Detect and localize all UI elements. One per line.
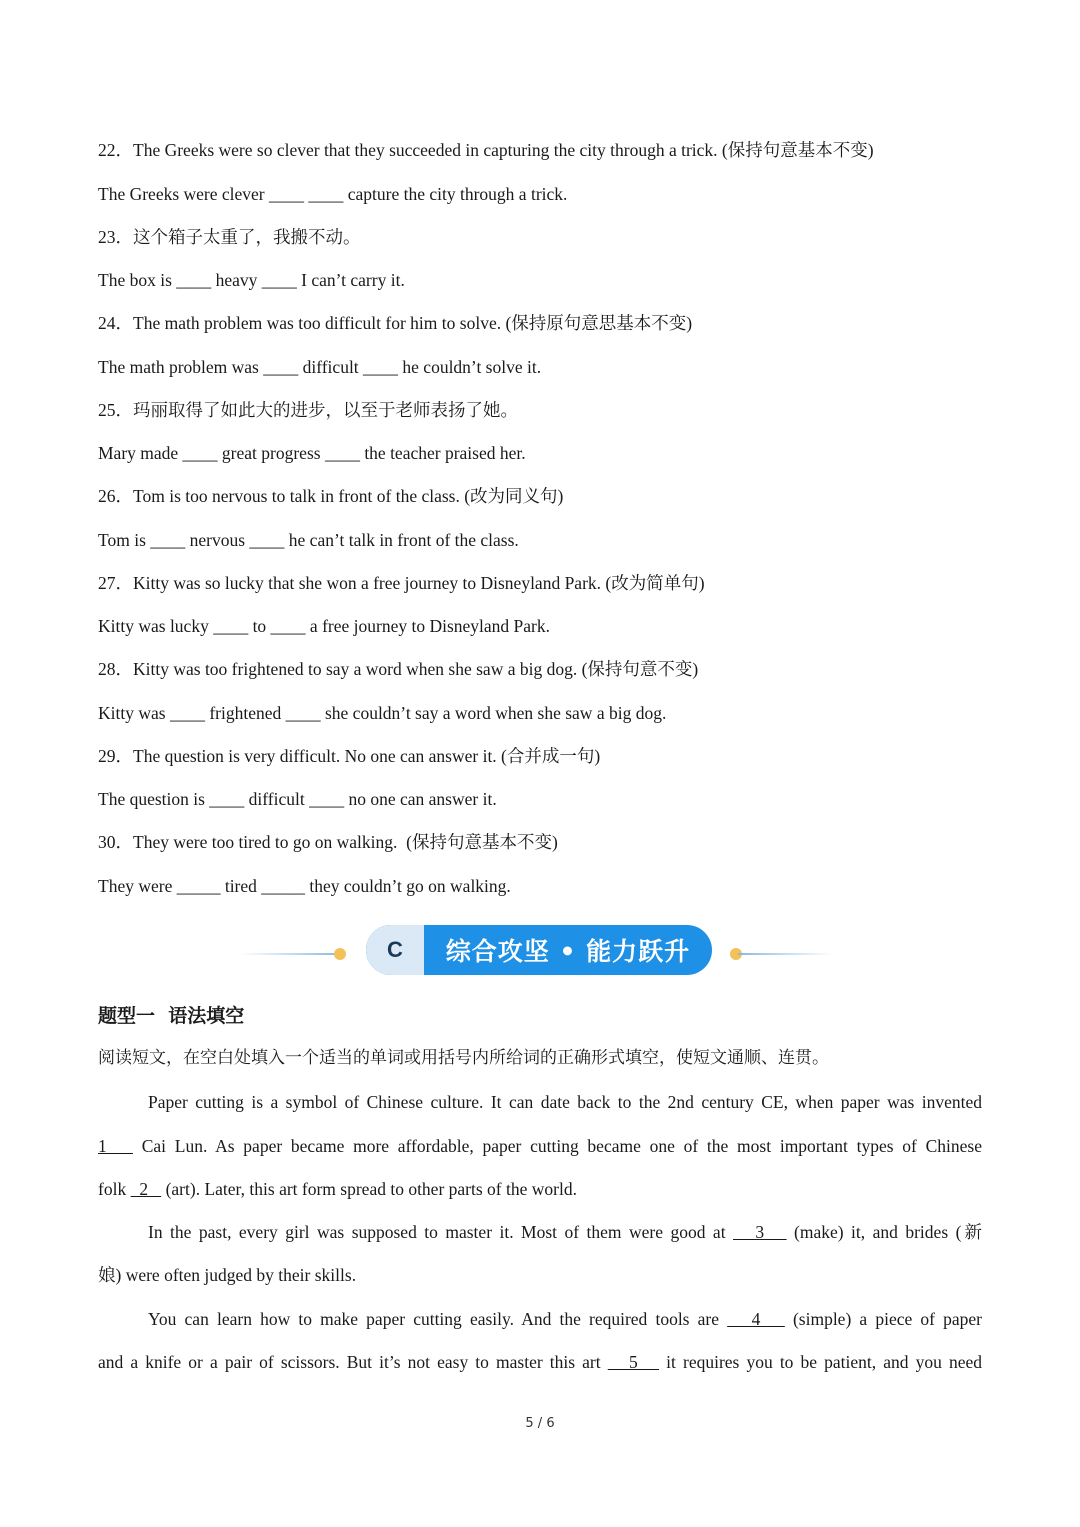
passage-p3-line1: [98, 1307, 982, 1331]
passage-p3-text3: and a knife or a pair of scissors. But it’s not easy to master this art: [98, 1352, 608, 1372]
section-instruction: 阅读短文，在空白处填入一个适当的单词或用括号内所给词的正确形式填空，使短文通顺、连贯。: [98, 1048, 829, 1068]
exercise-22-question: 22．The Greeks were so clever that they succeeded in capturing the city through a trick. (保持句意基本不变): [98, 140, 874, 160]
blank-3[interactable]: 3: [733, 1222, 787, 1242]
passage-p1-line3-text: (art). Later, this art form spread to other parts of the world.: [161, 1179, 577, 1199]
exercise-23-answer: The box is ____ heavy ____ I can’t carry it.: [98, 270, 405, 290]
page-number: 5 / 6: [525, 1416, 555, 1431]
exercise-25-question: 25．玛丽取得了如此大的进步，以至于老师表扬了她。: [98, 400, 518, 420]
exercise-26-question: 26．Tom is too nervous to talk in front of the class. (改为同义句): [98, 486, 564, 506]
blank-4[interactable]: 4: [727, 1309, 785, 1329]
passage-p1-line3: [98, 1177, 982, 1201]
exercise-24-answer: The math problem was ____ difficult ____ he couldn’t solve it.: [98, 357, 542, 377]
exercise-29-question: 29．The question is very difficult. No one can answer it. (合并成一句): [98, 746, 601, 766]
exercise-30-answer: They were _____ tired _____ they couldn’t go on walking.: [98, 876, 511, 896]
exercise-26-answer: Tom is ____ nervous ____ he can’t talk in front of the class.: [98, 530, 519, 550]
passage-p1-line2-text: Cai Lun. As paper became more affordable, paper cutting became one of the most important types of Chinese: [132, 1136, 983, 1156]
passage-p2-line1: [98, 1220, 982, 1244]
blank-1[interactable]: 1: [98, 1136, 133, 1156]
exercise-27-answer: Kitty was lucky ____ to ____ a free journey to Disneyland Park.: [98, 616, 550, 636]
passage-p2-text1: In the past, every girl was supposed to master it. Most of them were good at: [148, 1222, 734, 1242]
exercise-25-answer: Mary made ____ great progress ____ the teacher praised her.: [98, 443, 526, 463]
exercise-29-answer: The question is ____ difficult ____ no one can answer it.: [98, 789, 497, 809]
banner-left-dot: [334, 948, 346, 960]
exercise-28-answer: Kitty was ____ frightened ____ she couldn’t say a word when she saw a big dog.: [98, 703, 667, 723]
exercise-27-question: 27．Kitty was so lucky that she won a free journey to Disneyland Park. (改为简单句): [98, 573, 705, 593]
passage-p1-line2: [98, 1134, 982, 1158]
banner-left-rule: [240, 953, 340, 955]
banner-badge: C: [366, 925, 424, 975]
section-heading: 题型一 语法填空: [98, 1005, 245, 1027]
exercise-24-question: 24．The math problem was too difficult for him to solve. (保持原句意思基本不变): [98, 313, 693, 333]
banner-title: 综合攻坚 • 能力跃升: [445, 937, 691, 966]
passage-p3-text2: (simple) a piece of paper: [784, 1309, 982, 1329]
passage-p1-line3-pre: folk: [98, 1179, 131, 1199]
exercise-30-question: 30．They were too tired to go on walking. (保持句意基本不变): [98, 832, 558, 852]
passage-p2-line2: 娘) were often judged by their skills.: [98, 1265, 357, 1285]
passage-p2-text2: (make) it, and brides (新: [786, 1222, 983, 1242]
section-banner: [0, 922, 1080, 978]
blank-2[interactable]: 2: [130, 1179, 162, 1199]
blank-5[interactable]: 5: [607, 1352, 660, 1372]
exercise-23-question: 23．这个箱子太重了，我搬不动。: [98, 227, 361, 247]
passage-p3-text1: You can learn how to make paper cutting easily. And the required tools are: [148, 1309, 728, 1329]
banner-pill: [366, 925, 712, 975]
passage-p3-text4: it requires you to be patient, and you need: [659, 1352, 983, 1372]
exercise-28-question: 28．Kitty was too frightened to say a word when she saw a big dog. (保持句意不变): [98, 659, 699, 679]
exercise-22-answer: The Greeks were clever ____ ____ capture the city through a trick.: [98, 184, 568, 204]
passage-p1-line1: Paper cutting is a symbol of Chinese culture. It can date back to the 2nd century CE, when paper was invented: [148, 1092, 982, 1112]
passage-p3-line2: [98, 1350, 982, 1374]
banner-right-rule: [738, 953, 833, 955]
